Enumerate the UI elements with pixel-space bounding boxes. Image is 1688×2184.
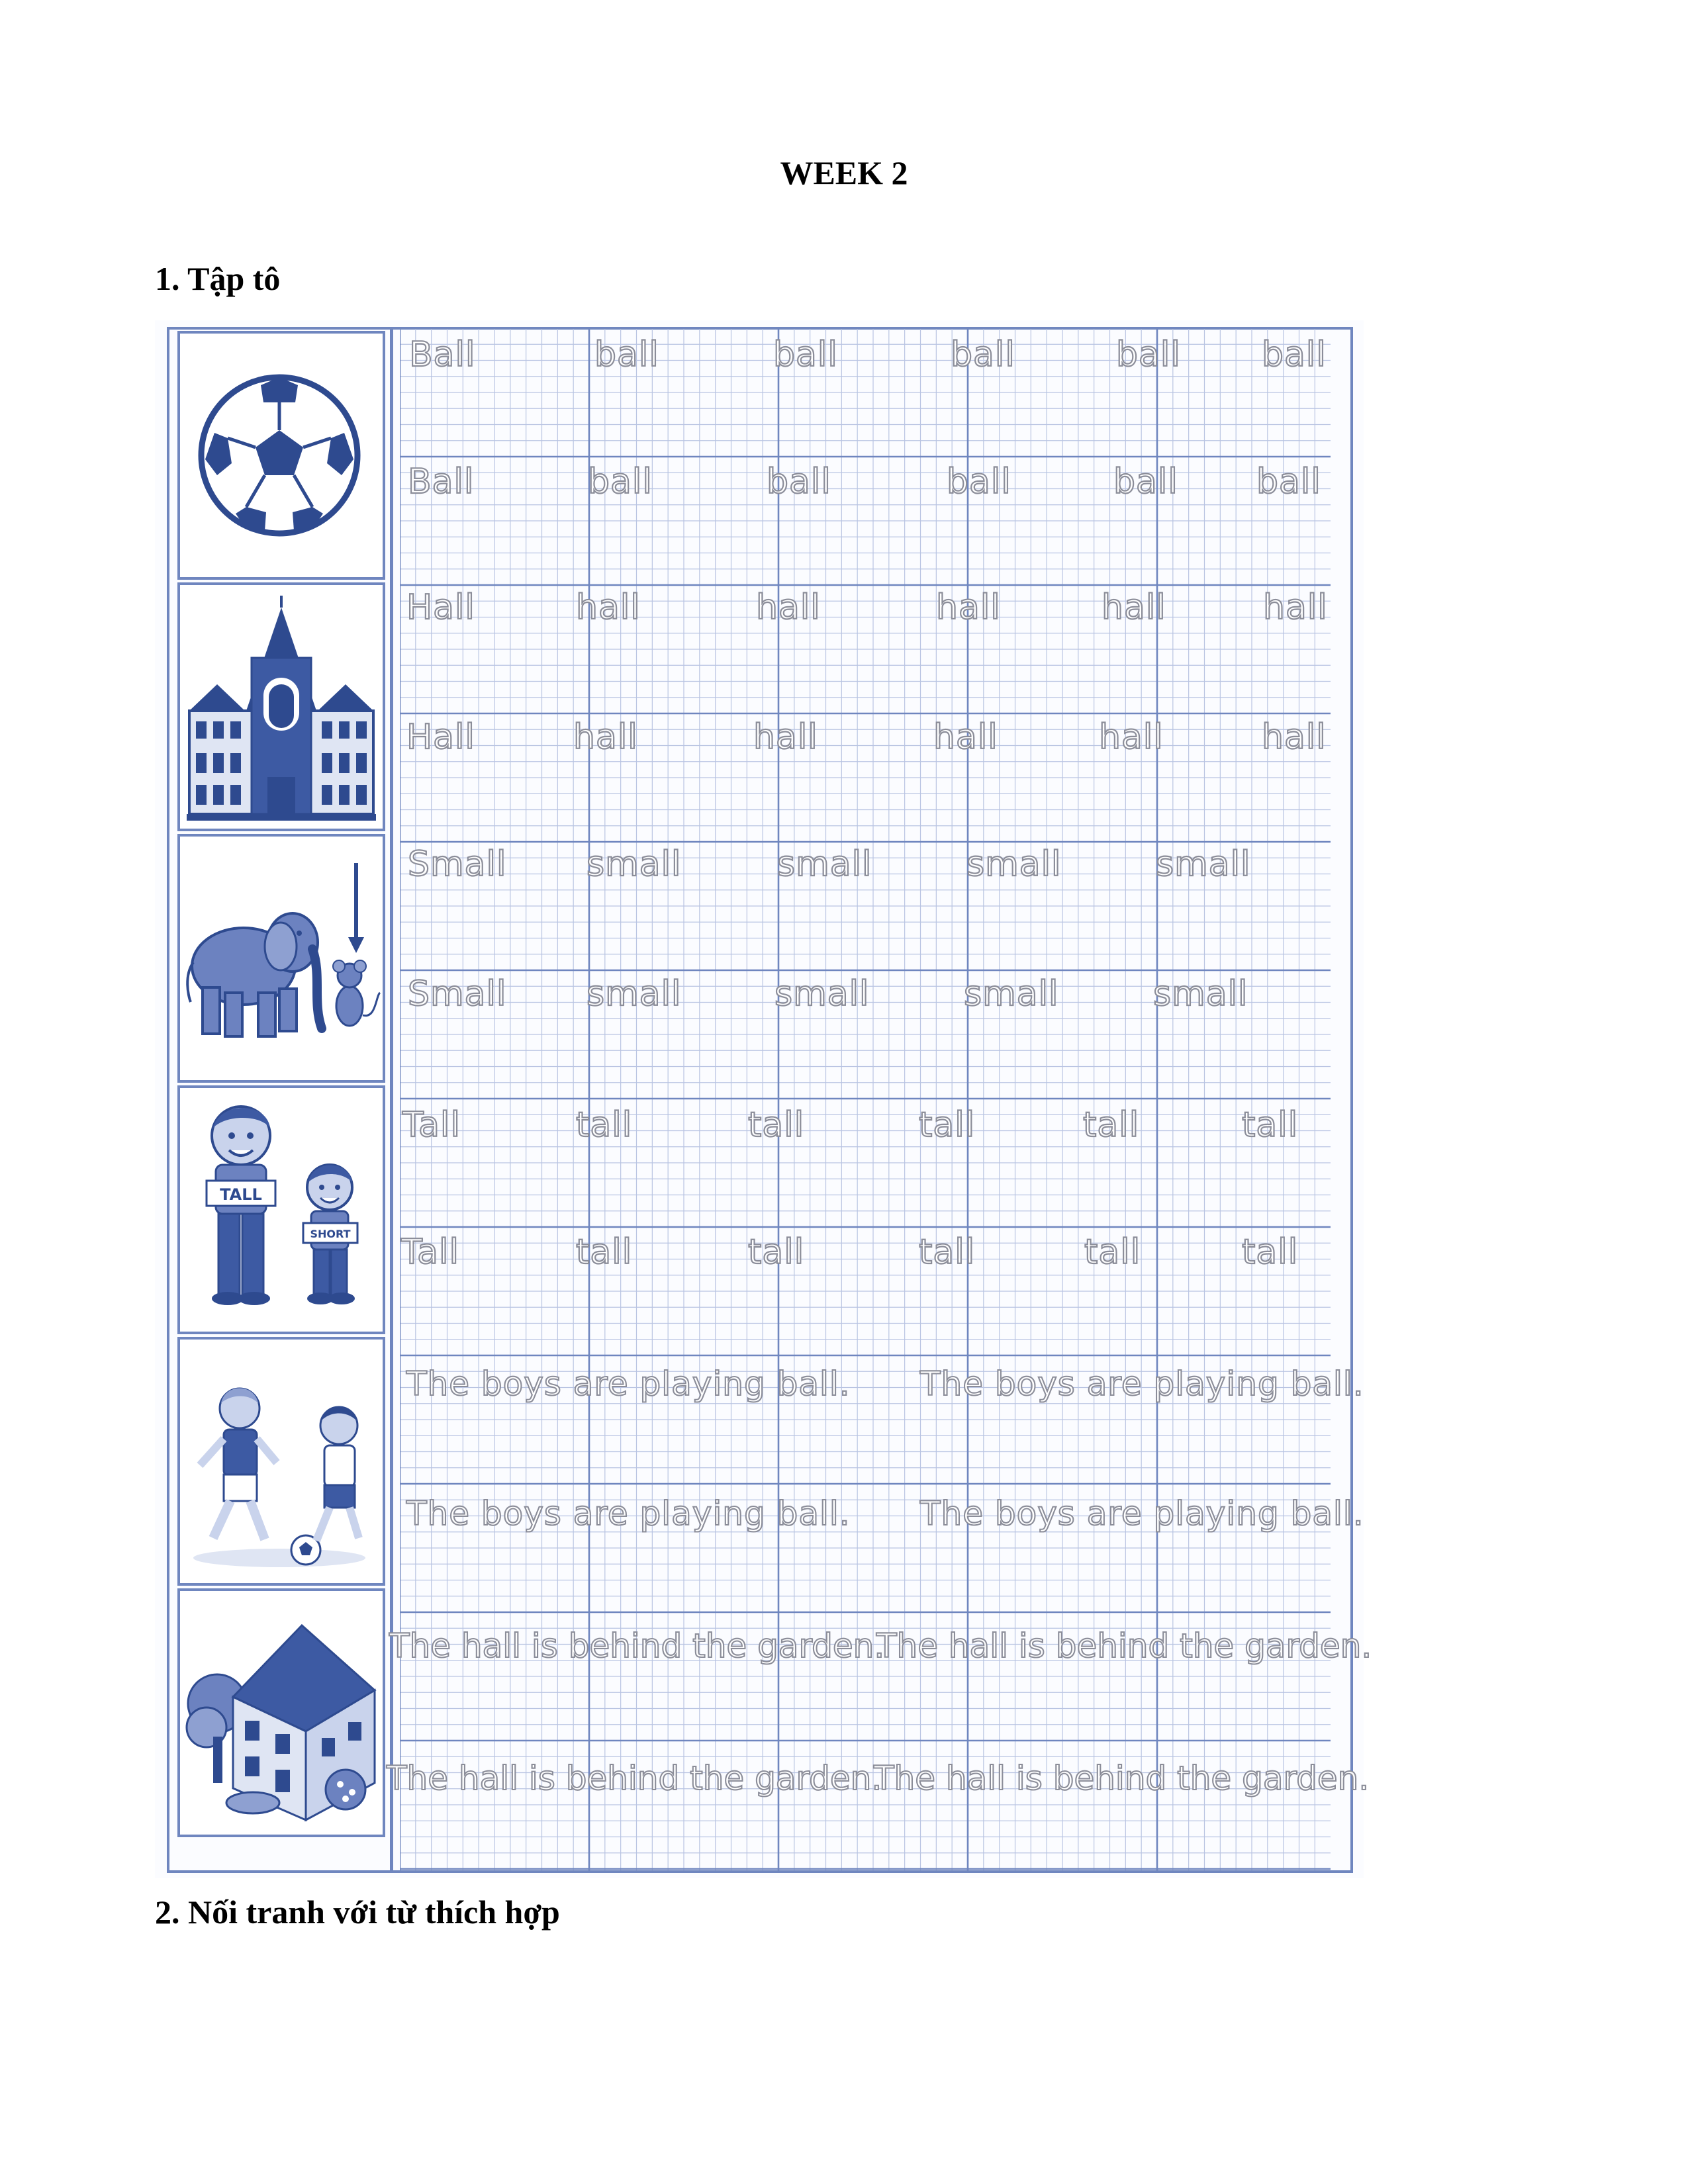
trace-row-sentence-hall-1 (389, 1627, 1372, 1706)
trace-word: small (1156, 844, 1251, 884)
section-1-heading: 1. Tập tô (155, 260, 281, 297)
trace-word: Ball (409, 335, 476, 375)
trace-row-sentence-boys-2 (400, 1494, 1364, 1574)
trace-word: Tall (402, 1105, 461, 1145)
trace-sentence: The boys are playing ball. (406, 1365, 851, 1403)
trace-sentence: The hall is behind the garden. (876, 1627, 1372, 1665)
trace-word: ball (1113, 462, 1178, 502)
trace-row-sentence-hall-2 (387, 1759, 1370, 1839)
trace-word: ball (1256, 462, 1321, 502)
trace-word: hall (753, 717, 818, 757)
elephant-and-mouse-picture (177, 834, 385, 1083)
page-title: WEEK 2 (780, 154, 908, 191)
section-2-heading: 2. Nối tranh với từ thích hợp (155, 1893, 560, 1931)
trace-word: small (964, 974, 1059, 1014)
trace-word: small (966, 844, 1062, 884)
trace-word: tall (576, 1105, 633, 1145)
trace-word: ball (1116, 335, 1181, 375)
trace-word: small (1153, 974, 1248, 1014)
trace-row-small-2 (400, 974, 1331, 1054)
trace-word: ball (773, 335, 838, 375)
trace-row-tall-2 (400, 1232, 1331, 1312)
picture-column (168, 328, 393, 1870)
trace-row-tall-1 (400, 1105, 1331, 1185)
trace-word: ball (594, 335, 659, 375)
trace-word: ball (767, 462, 831, 502)
tall-sign-label: TALL (220, 1185, 262, 1204)
house-and-garden-picture (177, 1588, 385, 1837)
trace-sentence: The hall is behind the garden. (389, 1627, 885, 1665)
trace-row-hall-1 (400, 588, 1331, 667)
trace-word: Small (408, 844, 507, 884)
trace-word: ball (1262, 335, 1327, 375)
trace-word: tall (919, 1105, 976, 1145)
trace-word: tall (1084, 1232, 1141, 1272)
trace-sentence: The hall is behind the garden. (874, 1759, 1370, 1797)
trace-word: tall (919, 1232, 976, 1272)
trace-row-small-1 (400, 844, 1331, 924)
trace-word: tall (576, 1232, 633, 1272)
trace-word: hall (1262, 717, 1327, 757)
trace-word: hall (1102, 588, 1166, 627)
trace-word: tall (1242, 1105, 1299, 1145)
trace-word: tall (1083, 1105, 1140, 1145)
trace-row-sentence-boys-1 (400, 1365, 1364, 1444)
trace-word: Tall (401, 1232, 459, 1272)
short-sign-label: SHORT (310, 1228, 351, 1240)
trace-word: ball (951, 335, 1015, 375)
trace-word: ball (947, 462, 1011, 502)
trace-sentence: The boys are playing ball. (920, 1365, 1364, 1403)
trace-word: ball (588, 462, 653, 502)
trace-word: hall (576, 588, 641, 627)
trace-word: tall (748, 1105, 805, 1145)
tall-short-boys-picture (177, 1085, 385, 1334)
trace-word: Hall (406, 588, 475, 627)
hall-building-picture (177, 582, 385, 831)
trace-word: hall (573, 717, 638, 757)
trace-word: Ball (408, 462, 475, 502)
trace-word: small (586, 844, 682, 884)
trace-row-ball-2 (400, 462, 1331, 541)
trace-word: hall (1099, 717, 1164, 757)
trace-sentence: The boys are playing ball. (920, 1494, 1364, 1533)
trace-sentence: The hall is behind the garden. (387, 1759, 882, 1797)
soccer-ball-picture (177, 331, 385, 580)
trace-row-ball-1 (400, 335, 1331, 414)
boys-playing-ball-picture (177, 1337, 385, 1586)
trace-word: small (774, 974, 870, 1014)
trace-word: hall (936, 588, 1001, 627)
trace-word: Hall (406, 717, 475, 757)
trace-word: small (777, 844, 872, 884)
tracing-worksheet (155, 320, 1372, 1878)
trace-word: hall (933, 717, 998, 757)
trace-sentence: The boys are playing ball. (406, 1494, 851, 1533)
trace-word: Small (408, 974, 507, 1014)
trace-word: hall (1263, 588, 1328, 627)
trace-word: hall (756, 588, 821, 627)
trace-word: small (586, 974, 682, 1014)
trace-word: tall (748, 1232, 805, 1272)
trace-row-hall-2 (400, 717, 1331, 797)
trace-word: tall (1242, 1232, 1299, 1272)
